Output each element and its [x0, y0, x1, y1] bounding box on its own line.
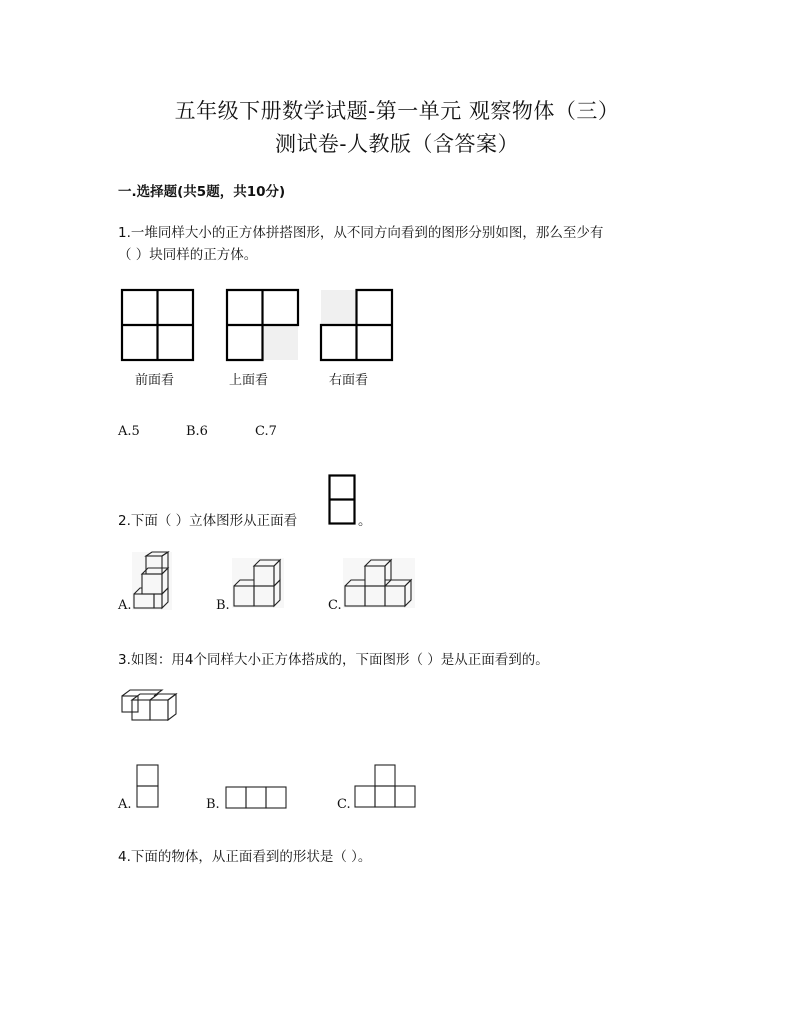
q1-text-line2: （ ）块同样的正方体。: [118, 247, 258, 263]
section-heading: 一.选择题(共5题，共10分): [118, 184, 286, 200]
q2-option-b-label[interactable]: B.: [216, 598, 230, 613]
q1-front-view-figure: [120, 288, 196, 362]
q2-front-view-figure: [328, 474, 358, 526]
q1-right-view-figure: [319, 288, 395, 362]
q3-option-a-label[interactable]: A.: [118, 797, 132, 812]
q3-option-a-figure[interactable]: [136, 764, 160, 810]
q2-option-c-label[interactable]: C.: [328, 598, 342, 613]
page-title-line2: 测试卷-人教版（含答案）: [274, 132, 520, 156]
q2-option-b-figure[interactable]: [232, 558, 284, 610]
q3-text: 3.如图：用4个同样大小正方体搭成的，下面图形（ ）是从正面看到的。: [118, 652, 549, 668]
q1-view-label-top: 上面看: [229, 373, 269, 388]
q3-option-b-label[interactable]: B.: [206, 797, 220, 812]
q3-option-c-figure[interactable]: [354, 764, 418, 810]
q3-option-b-figure[interactable]: [225, 786, 289, 810]
q4-text: 4.下面的物体，从正面看到的形状是（ ）。: [118, 849, 372, 865]
q1-text-line1: 1.一堆同样大小的正方体拼搭图形，从不同方向看到的图形分别如图，那么至少有: [118, 225, 604, 241]
q1-view-label-front: 前面看: [135, 373, 175, 388]
q1-option-b[interactable]: B.6: [186, 424, 208, 439]
q2-text: 2.下面（ ）立体图形从正面看: [118, 513, 298, 529]
page-title-line1: 五年级下册数学试题-第一单元 观察物体（三）: [174, 99, 620, 123]
q2-text-end: 。: [358, 513, 372, 529]
q3-solid-figure: [120, 688, 180, 724]
q3-option-c-label[interactable]: C.: [337, 797, 351, 812]
q1-option-a[interactable]: A.5: [118, 424, 140, 439]
q2-option-c-figure[interactable]: [343, 558, 415, 610]
q1-top-view-figure: [225, 288, 301, 362]
q1-view-label-right: 右面看: [329, 373, 369, 388]
q1-option-c[interactable]: C.7: [255, 424, 277, 439]
q2-option-a-label[interactable]: A.: [118, 598, 132, 613]
q2-option-a-figure[interactable]: [132, 552, 174, 610]
